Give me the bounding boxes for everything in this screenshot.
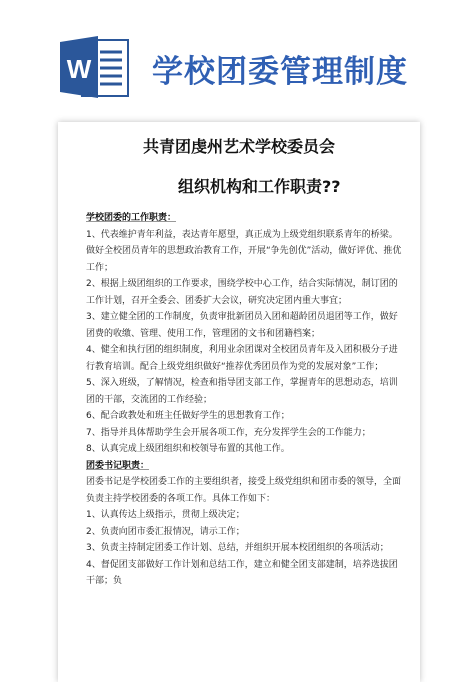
document-body — [86, 210, 404, 590]
word-logo-letter: W — [66, 54, 92, 84]
duty-item-8: 8、认真完成上级团组织和校领导布置的其他工作。 — [86, 444, 290, 454]
secretary-intro: 团委书记是学校团委工作的主要组织者，接受上级党组织和团市委的领导，全面负责主持学校团委的各项工作。具体工作如下： — [86, 477, 402, 504]
duty-item-5: 5、深入班级，了解情况，检查和指导团支部工作，掌握青年的思想动态，培训团的干部，交流团的工作经验； — [86, 378, 398, 405]
secretary-item-3: 3、负责主持制定团委工作计划、总结，并组织开展本校团组织的各项活动； — [86, 543, 389, 553]
duty-item-3: 3、建立健全团的工作制度，负责审批新团员入团和超龄团员退团等工作，做好团费的收缴、管理、使用工作，管理团的文书和团籍档案； — [86, 312, 398, 339]
secretary-item-4: 4、督促团支部做好工作计划和总结工作，建立和健全团支部建制，培养选拔团干部；负 — [86, 559, 398, 586]
section-heading-duties: 学校团委的工作职责： — [86, 213, 177, 223]
secretary-item-2: 2、负责向团市委汇报情况，请示工作； — [86, 526, 245, 537]
banner-title: 学校团委管理制度 — [152, 54, 408, 90]
section-heading-secretary: 团委书记职责： — [86, 460, 150, 471]
duty-item-1: 1、代表维护青年利益，表达青年愿望，真正成为上级党组织联系青年的桥梁。做好全校团员青年的思想政治教育工作，开展“争先创优”活动，做好评优、推优工作； — [86, 229, 402, 273]
document-page — [58, 122, 420, 682]
secretary-item-1: 1、认真传达上级指示，贯彻上级决定； — [86, 510, 245, 520]
word-icon — [60, 34, 130, 100]
document-subtitle: 组织机构和工作职责?? — [178, 177, 341, 196]
duty-item-6: 6、配合政教处和班主任做好学生的思想教育工作； — [86, 411, 290, 421]
duty-item-4: 4、健全和执行团的组织制度，利用业余团课对全校团员青年及入团积极分子进行教育培训。配合上级党组织做好“推荐优秀团员作为党的发展对象”工作； — [86, 345, 398, 372]
duty-item-7: 7、指导并具体帮助学生会开展各项工作，充分发挥学生会的工作能力； — [86, 427, 371, 438]
banner — [0, 0, 474, 118]
duty-item-2: 2、根据上级团组织的工作要求，围绕学校中心工作，结合实际情况，制订团的工作计划，召开全委会、团委扩大会议，研究决定团内重大事宜； — [86, 279, 398, 306]
document-title: 共青团虔州艺术学校委员会 — [142, 137, 335, 156]
